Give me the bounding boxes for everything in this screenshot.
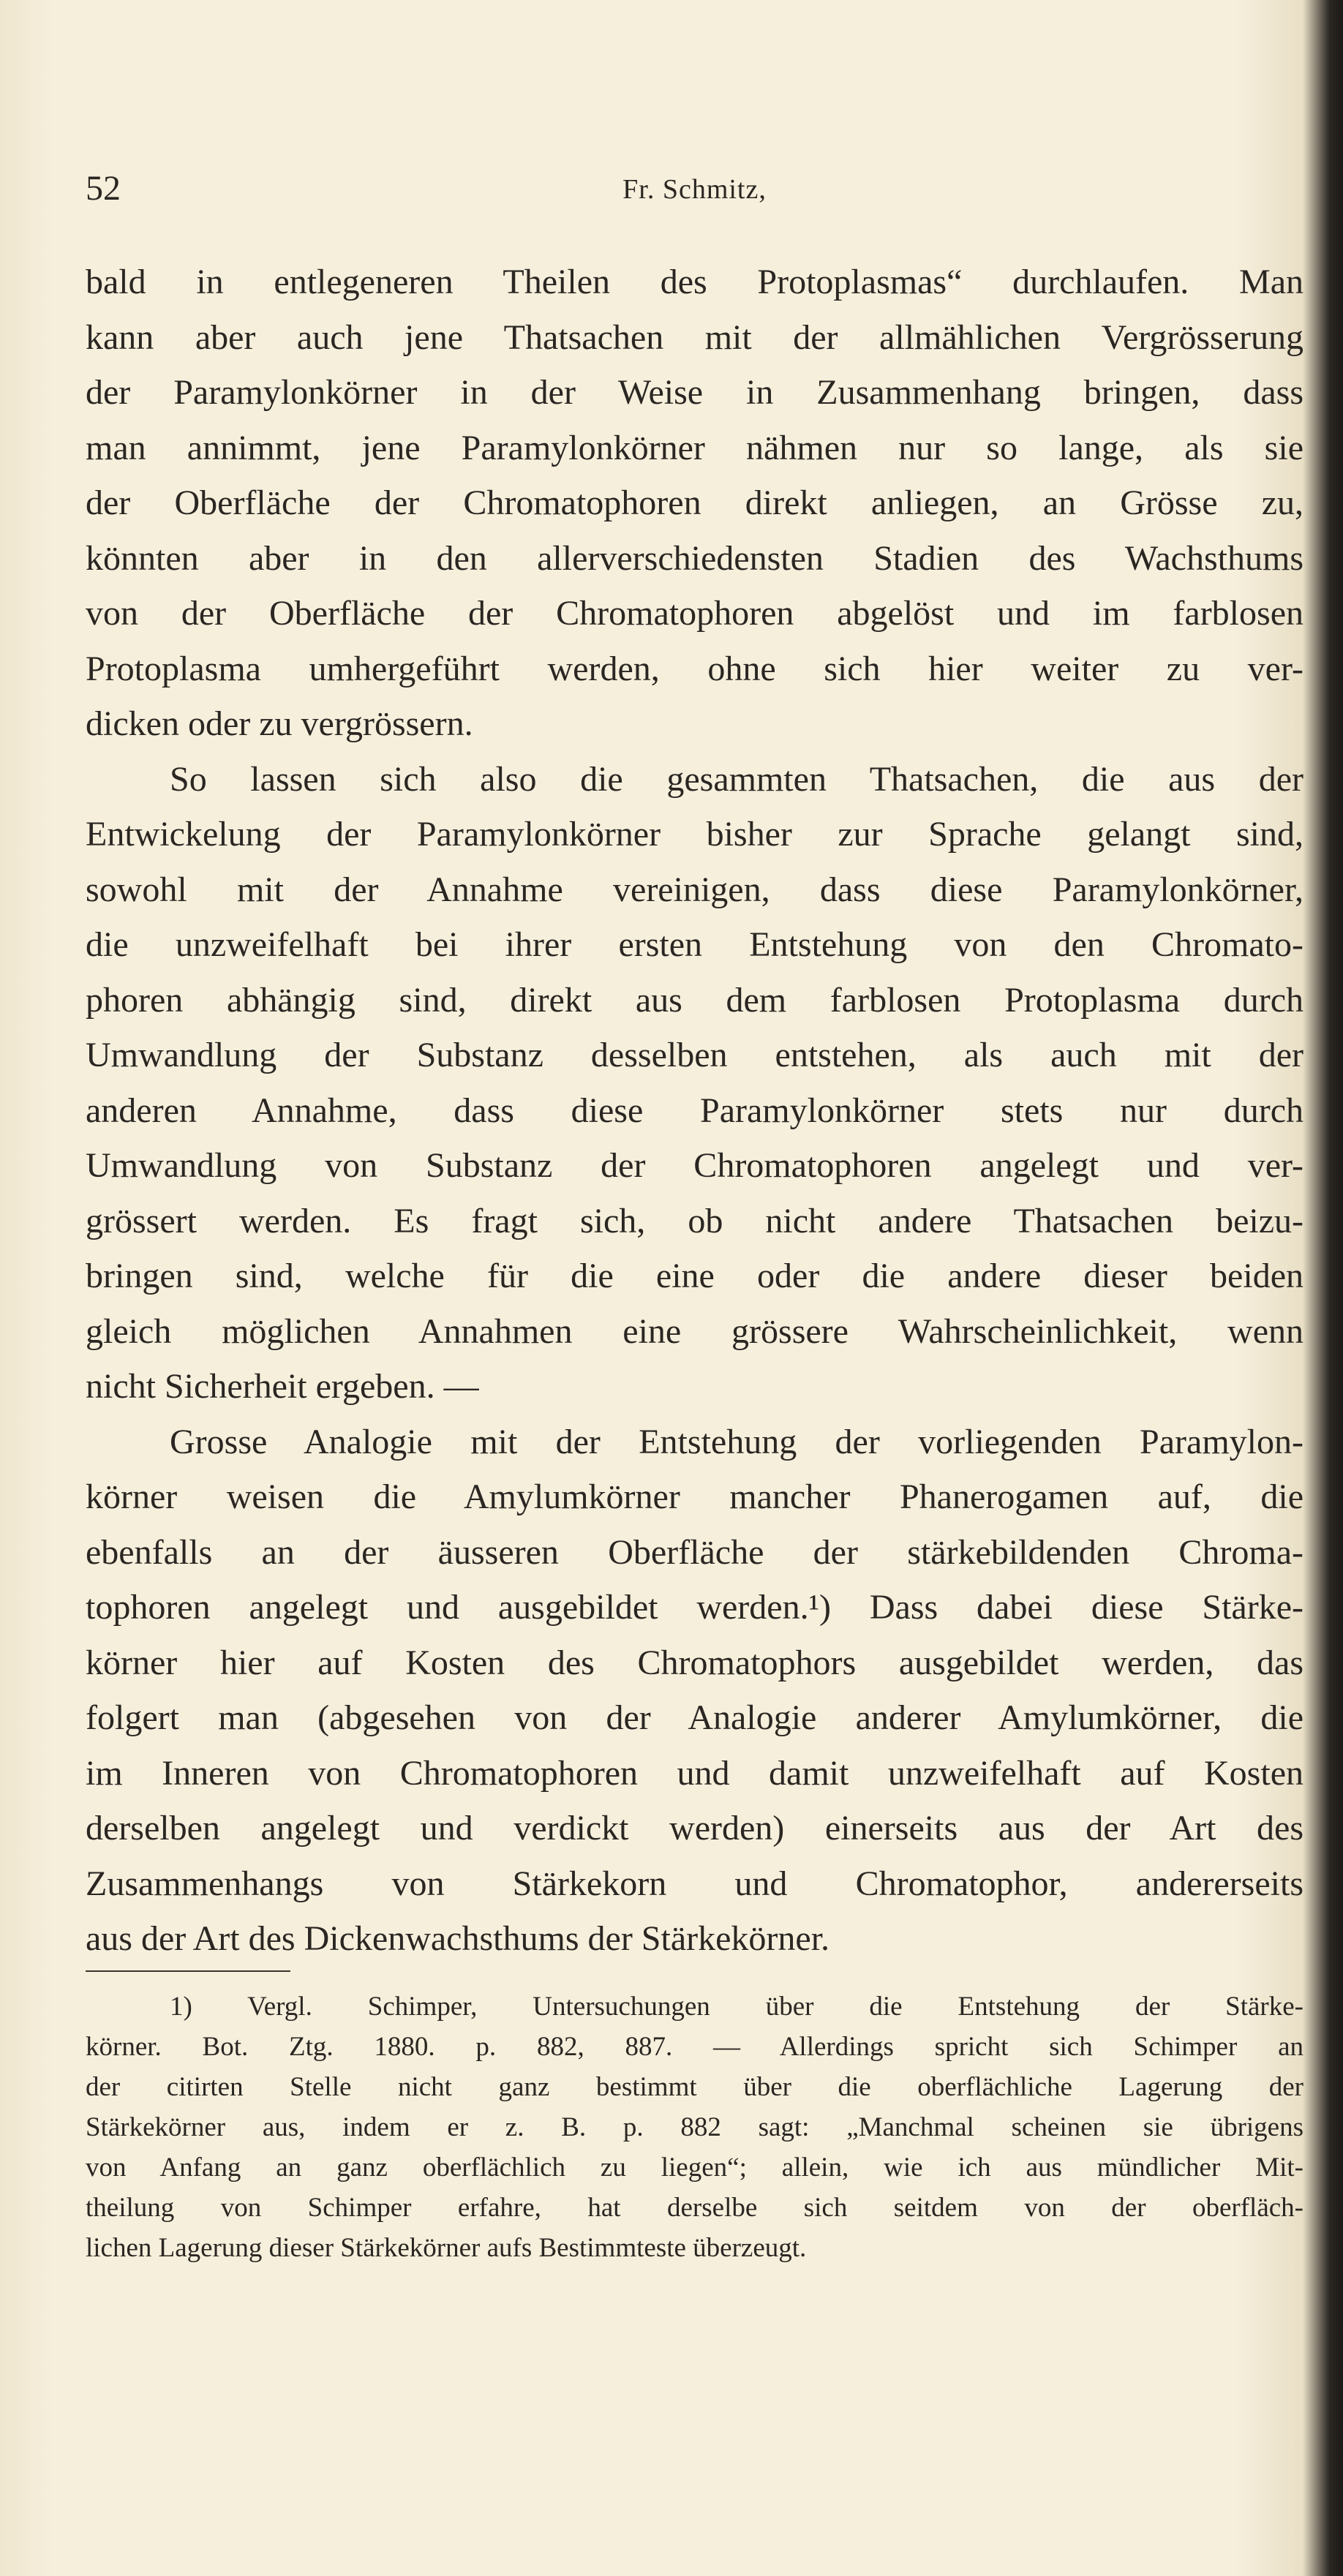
text-line: könnten aber in den allerverschiedensten Stadien des Wachsthums: [86, 538, 1304, 578]
paragraph-start-line: So lassen sich also die gesammten Thatsachen, die aus der: [170, 759, 1304, 799]
footnote-line: der citirten Stelle nicht ganz bestimmt über die oberflächliche Lagerung der: [86, 2072, 1304, 2102]
footnote-line: körner. Bot. Ztg. 1880. p. 882, 887. — Allerdings spricht sich Schimper an: [86, 2032, 1304, 2062]
footnote-divider: [86, 1970, 290, 1972]
text-line: die unzweifelhaft bei ihrer ersten Entstehung von den Chromato-: [86, 925, 1304, 964]
text-line: aus der Art des Dickenwachsthums der Stärkekörner.: [86, 1919, 830, 1958]
text-line: anderen Annahme, dass diese Paramylonkörner stets nur durch: [86, 1091, 1304, 1130]
footnote: [86, 1986, 1304, 2268]
text-line: grössert werden. Es fragt sich, ob nicht andere Thatsachen beizu-: [86, 1201, 1304, 1240]
text-line: derselben angelegt und verdickt werden) einerseits aus der Art des: [86, 1809, 1304, 1848]
text-line: körner hier auf Kosten des Chromatophors ausgebildet werden, das: [86, 1643, 1304, 1682]
footnote-line: von Anfang an ganz oberflächlich zu liegen“; allein, wie ich aus mündlicher Mit-: [86, 2153, 1304, 2183]
main-text: [86, 255, 1304, 1967]
paragraph-start-line: Grosse Analogie mit der Entstehung der vorliegenden Paramylon-: [170, 1422, 1304, 1461]
text-line: Zusammenhangs von Stärkekorn und Chromatophor, andererseits: [86, 1864, 1304, 1903]
text-line: nicht Sicherheit ergeben. —: [86, 1367, 479, 1406]
running-head: Fr. Schmitz,: [622, 174, 767, 205]
text-line: der Oberfläche der Chromatophoren direkt anliegen, an Grösse zu,: [86, 483, 1304, 522]
footnote-line: 1) Vergl. Schimper, Untersuchungen über die Entstehung der Stärke-: [170, 1992, 1304, 2022]
page-number: 52: [86, 169, 121, 208]
text-line: sowohl mit der Annahme vereinigen, dass diese Paramylonkörner,: [86, 870, 1304, 909]
text-line: gleich möglichen Annahmen eine grössere Wahrscheinlichkeit, wenn: [86, 1311, 1304, 1351]
footnote-line: theilung von Schimper erfahre, hat derselbe sich seitdem von der oberfläch-: [86, 2193, 1304, 2223]
text-line: von der Oberfläche der Chromatophoren abgelöst und im farblosen: [86, 594, 1304, 633]
text-line: ebenfalls an der äusseren Oberfläche der stärkebildenden Chroma-: [86, 1532, 1304, 1572]
text-line: Umwandlung der Substanz desselben entstehen, als auch mit der: [86, 1036, 1304, 1074]
footnote-line: Stärkekörner aus, indem er z. B. p. 882 sagt: „Manchmal scheinen sie übrigens: [86, 2112, 1304, 2142]
text-line: Protoplasma umhergeführt werden, ohne sich hier weiter zu ver-: [86, 649, 1304, 688]
text-line: tophoren angelegt und ausgebildet werden.¹) Dass dabei diese Stärke-: [86, 1588, 1304, 1627]
text-line: dicken oder zu vergrössern.: [86, 704, 473, 743]
text-line: bald in entlegeneren Theilen des Protoplasmas“ durchlaufen. Man: [86, 263, 1304, 301]
text-line: körner weisen die Amylumkörner mancher Phanerogamen auf, die: [86, 1477, 1304, 1516]
text-line: Umwandlung von Substanz der Chromatophoren angelegt und ver-: [86, 1146, 1304, 1185]
text-line: Entwickelung der Paramylonkörner bisher zur Sprache gelangt sind,: [86, 815, 1304, 854]
text-line: bringen sind, welche für die eine oder die andere dieser beiden: [86, 1257, 1304, 1295]
text-line: phoren abhängig sind, direkt aus dem farblosen Protoplasma durch: [86, 980, 1304, 1020]
page-header: [86, 167, 1304, 218]
text-line: kann aber auch jene Thatsachen mit der allmählichen Vergrösserung: [86, 317, 1304, 357]
text-line: der Paramylonkörner in der Weise in Zusammenhang bringen, dass: [86, 373, 1304, 412]
footnote-line: lichen Lagerung dieser Stärkekörner aufs Bestimmteste überzeugt.: [86, 2233, 807, 2263]
text-line: man annimmt, jene Paramylonkörner nähmen nur so lange, als sie: [86, 428, 1304, 467]
text-line: folgert man (abgesehen von der Analogie anderer Amylumkörner, die: [86, 1698, 1304, 1737]
text-line: im Inneren von Chromatophoren und damit unzweifelhaft auf Kosten: [86, 1753, 1304, 1793]
